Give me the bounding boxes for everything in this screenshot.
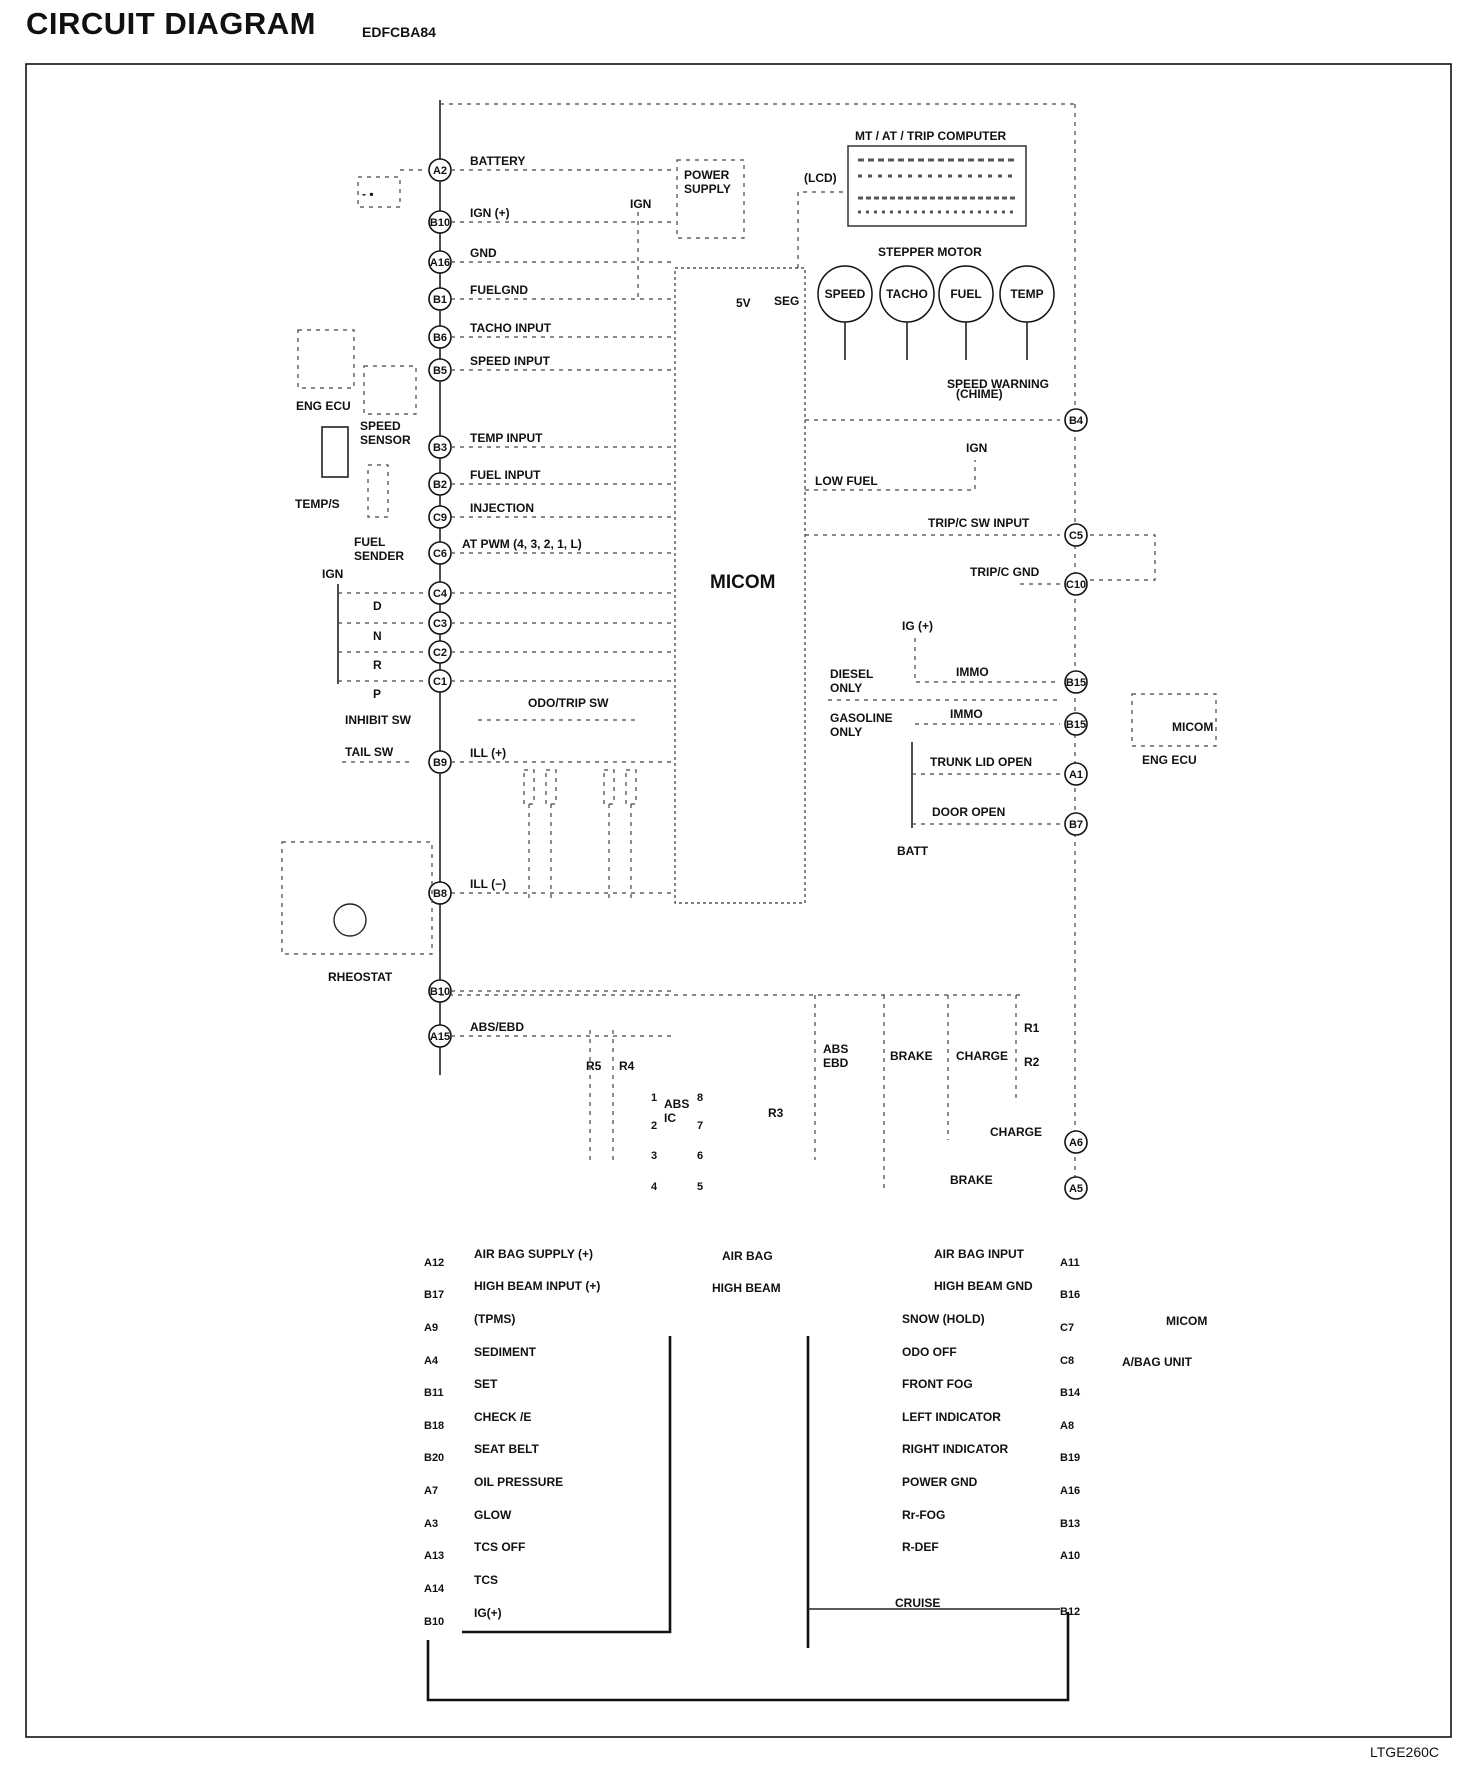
lcd-line: [798, 192, 848, 268]
right-pin-label: BRAKE: [950, 1173, 993, 1187]
bottom-left-pin: A3: [424, 1518, 439, 1530]
bottom-right-pin: B12: [1060, 1606, 1081, 1618]
ign-left-label: IGN: [322, 567, 344, 581]
bottom-right-label: AIR BAG INPUT: [934, 1247, 1024, 1261]
right-pin-label: DOOR OPEN: [932, 805, 1006, 819]
right-connector-pins: [928, 377, 1087, 1199]
bottom-left-pin: B20: [424, 1452, 445, 1464]
left-pin-c2: [429, 641, 451, 663]
right-pin-label: IMMO: [956, 665, 989, 679]
gauge-label: FUEL: [950, 287, 982, 301]
tail-sw-label: TAIL SW: [345, 745, 394, 759]
airbag-center-label: AIR BAG: [722, 1249, 773, 1263]
eng-ecu-left-label: ENG ECU: [296, 399, 351, 413]
left-pin-c6: [429, 542, 451, 564]
pin-id: C4: [432, 588, 448, 600]
bottom-left-label: TCS OFF: [474, 1540, 526, 1554]
power-supply-label-1: POWER: [684, 168, 730, 182]
bottom-left-pin: B11: [424, 1387, 444, 1399]
odo-trip-sw-label: ODO/TRIP SW: [528, 696, 609, 710]
right-pin-label: CHARGE: [990, 1125, 1043, 1139]
bottom-left-pin: A12: [424, 1257, 445, 1269]
eng-ecu-right-label: ENG ECU: [1142, 753, 1197, 767]
left-pin-label: AT PWM (4, 3, 2, 1, L): [462, 537, 582, 551]
bottom-left-label: CHECK /E: [474, 1410, 532, 1424]
left-pin-c9: [429, 506, 451, 528]
temp-sensor-label: TEMP/S: [295, 497, 340, 511]
fuel-sender-symbol: [368, 465, 388, 517]
left-pin-a2: [429, 159, 451, 181]
abs-ebd-warn-1: ABS: [823, 1042, 849, 1056]
left-pin-b9: [429, 751, 451, 773]
left-pin-c3: [429, 612, 451, 634]
bottom-left-pin: B10: [424, 1616, 445, 1628]
bottom-right-pin: A10: [1060, 1550, 1081, 1562]
pin-id: B1: [432, 294, 448, 306]
left-pin-label: TACHO INPUT: [470, 321, 552, 335]
left-pin-label: ILL (+): [470, 746, 507, 760]
speed-warning-chime-label: (CHIME): [956, 387, 1003, 401]
left-pin-a15: [429, 1025, 451, 1047]
pin-id: A6: [1068, 1137, 1084, 1149]
fuel-sender-label-1: FUEL: [354, 535, 386, 549]
gauge-label: TACHO: [886, 287, 928, 301]
lcd-label: (LCD): [804, 171, 837, 185]
pin-id: A1: [1068, 769, 1084, 781]
pin-id: B6: [432, 332, 448, 344]
bottom-right-label: Rr-FOG: [902, 1508, 946, 1522]
left-pin-c1: [429, 670, 451, 692]
right-pin-a1: [1065, 763, 1087, 785]
low-fuel-label: LOW FUEL: [815, 474, 878, 488]
ic-pin-label: 3: [651, 1150, 658, 1162]
r4-label: R4: [619, 1059, 635, 1073]
diagram-frame: [26, 64, 1451, 1737]
right-pin-label: IMMO: [950, 707, 983, 721]
pin-id: B9: [432, 757, 448, 769]
bottom-right-pin: A8: [1060, 1420, 1075, 1432]
micom-label: MICOM: [710, 572, 776, 593]
inhibit-gear-switches: [338, 593, 429, 701]
bottom-right-rows: [895, 1247, 1081, 1618]
stepper-motor-label: STEPPER MOTOR: [878, 245, 982, 259]
charge-warn-label: CHARGE: [956, 1049, 1009, 1063]
gasoline-only-1: GASOLINE: [830, 711, 893, 725]
right-pin-label: TRUNK LID OPEN: [930, 755, 1032, 769]
micom-right-label: MICOM: [1172, 720, 1214, 734]
left-pin-b10: [429, 211, 451, 233]
bottom-right-label: R-DEF: [902, 1540, 939, 1554]
trip-switch: [1090, 535, 1155, 580]
left-pin-label: GND: [470, 246, 497, 260]
right-pin-c5: [1065, 524, 1087, 546]
abag-unit-label: A/BAG UNIT: [1122, 1355, 1192, 1369]
bottom-left-label: SEAT BELT: [474, 1442, 539, 1456]
rheostat-box: [282, 842, 432, 954]
left-pin-label: BATTERY: [470, 154, 526, 168]
pin-id: B3: [432, 442, 448, 454]
inhibit-sw-label: INHIBIT SW: [345, 713, 411, 727]
left-pin-b6: [429, 326, 451, 348]
left-pin-label: FUEL INPUT: [470, 468, 541, 482]
gauge-label: SPEED: [824, 287, 866, 301]
trip-computer-display: [848, 146, 1026, 226]
bottom-left-pin: A7: [424, 1485, 439, 1497]
left-pin-label: SPEED INPUT: [470, 354, 551, 368]
right-pin-label: TRIP/C GND: [970, 565, 1040, 579]
bottom-right-label: CRUISE: [895, 1596, 941, 1610]
bottom-right-label: LEFT INDICATOR: [902, 1410, 1001, 1424]
ic-pin-label: 7: [697, 1120, 704, 1132]
bottom-right-pin: C7: [1060, 1322, 1075, 1334]
pin-id: C1: [432, 676, 448, 688]
page-title: CIRCUIT DIAGRAM: [26, 6, 316, 41]
bottom-left-label: SEDIMENT: [474, 1345, 537, 1359]
bottom-left-rows: [424, 1247, 600, 1628]
bottom-left-pin: B18: [424, 1420, 445, 1432]
abs-ebd-warn-2: EBD: [823, 1056, 849, 1070]
bottom-right-pin: B14: [1060, 1387, 1081, 1399]
power-supply-label-2: SUPPLY: [684, 182, 731, 196]
ic-pin-label: 8: [697, 1092, 704, 1104]
bottom-right-label: RIGHT INDICATOR: [902, 1442, 1009, 1456]
bottom-left-pin: A13: [424, 1550, 445, 1562]
seg-label: SEG: [774, 294, 800, 308]
pin-id: B5: [432, 365, 448, 377]
speed-sensor-box: [364, 366, 416, 414]
pin-id: C9: [432, 512, 448, 524]
left-pin-c4: [429, 582, 451, 604]
bottom-left-pin: A14: [424, 1583, 445, 1595]
ic-pin-label: 5: [697, 1181, 704, 1193]
bottom-right-label: FRONT FOG: [902, 1377, 973, 1391]
pin-id: B15: [1065, 719, 1087, 731]
ill-lamp-group: [524, 770, 636, 900]
bottom-left-pin: A4: [424, 1355, 439, 1367]
right-pin-label: SPEED WARNING: [947, 377, 1050, 391]
left-pin-b1: [429, 288, 451, 310]
pin-id: A16: [429, 257, 451, 269]
diesel-only-1: DIESEL: [830, 667, 874, 681]
pin-id: B10: [429, 217, 451, 229]
left-pin-b2: [429, 473, 451, 495]
r1-label: R1: [1024, 1021, 1040, 1035]
figure-code: LTGE260C: [1370, 1744, 1439, 1760]
pin-id: B10: [429, 986, 451, 998]
bottom-left-label: OIL PRESSURE: [474, 1475, 564, 1489]
pin-id: B15: [1065, 677, 1087, 689]
bottom-right-pin: A11: [1060, 1257, 1080, 1269]
pin-id: A5: [1068, 1183, 1084, 1195]
ic-pin-label: 2: [651, 1120, 658, 1132]
temp-sensor-symbol: [322, 427, 348, 477]
fuel-sender-label-2: SENDER: [354, 549, 405, 563]
batt-label: BATT: [897, 844, 929, 858]
ic-pin-label: 4: [651, 1181, 658, 1193]
right-pin-a6: [1065, 1131, 1087, 1153]
pin-id: C10: [1065, 579, 1087, 591]
bottom-right-pin: C8: [1060, 1355, 1075, 1367]
pin-id: C2: [432, 647, 448, 659]
right-pin-b4: [1065, 409, 1087, 431]
right-pin-b7: [1065, 813, 1087, 835]
r2-label: R2: [1024, 1055, 1040, 1069]
gear-p-label: P: [373, 687, 382, 701]
ic-pin-label: 1: [651, 1092, 658, 1104]
bottom-loop: [428, 1612, 1068, 1700]
bottom-left-label: GLOW: [474, 1508, 512, 1522]
r3-label: R3: [768, 1106, 784, 1120]
right-pin-c10: [1065, 573, 1087, 595]
pin-id: A2: [432, 165, 448, 177]
bottom-left-label: SET: [474, 1377, 498, 1391]
left-pin-b5: [429, 359, 451, 381]
gasoline-only-2: ONLY: [830, 725, 863, 739]
left-pin-b3: [429, 436, 451, 458]
speed-sensor-label-1: SPEED: [360, 419, 401, 433]
bottom-right-label: ODO OFF: [902, 1345, 957, 1359]
r5-label: R5: [586, 1059, 602, 1073]
pin-id: C3: [432, 618, 448, 630]
bottom-right-pin: B19: [1060, 1452, 1081, 1464]
gear-n-label: N: [373, 629, 382, 643]
abs-ic-label-1: ABS: [664, 1097, 690, 1111]
eng-ecu-left-box: [298, 330, 354, 388]
display-segments: [858, 160, 1016, 212]
bottom-right-label: POWER GND: [902, 1475, 978, 1489]
bottom-left-label: IG(+): [474, 1606, 502, 1620]
bottom-left-pin: A9: [424, 1322, 439, 1334]
battery-symbol-text: - ▪: [362, 187, 374, 201]
trip-computer-title: MT / AT / TRIP COMPUTER: [855, 129, 1007, 143]
ign-top-label: IGN: [630, 197, 652, 211]
pin-id: A15: [429, 1031, 451, 1043]
left-pin-label: ABS/EBD: [470, 1020, 525, 1034]
rheostat-label: RHEOSTAT: [328, 970, 393, 984]
right-pin-label: TRIP/C SW INPUT: [928, 516, 1030, 530]
speed-sensor-label-2: SENSOR: [360, 433, 411, 447]
bottom-right-label: HIGH BEAM GND: [934, 1279, 1033, 1293]
left-pin-label: IGN (+): [470, 206, 510, 220]
gauge-label: TEMP: [1010, 287, 1044, 301]
bottom-right-pin: B13: [1060, 1518, 1081, 1530]
right-pin-b15: [1065, 713, 1087, 735]
bottom-right-label: SNOW (HOLD): [902, 1312, 985, 1326]
diesel-only-2: ONLY: [830, 681, 863, 695]
micom-bottom-label: MICOM: [1166, 1314, 1208, 1328]
left-pin-label: FUELGND: [470, 283, 528, 297]
gauge-group: [818, 266, 1054, 360]
left-pin-a16: [429, 251, 451, 273]
bottom-left-label: TCS: [474, 1573, 498, 1587]
rheostat-transistor-icon: [334, 904, 366, 936]
bottom-left-label: (TPMS): [474, 1312, 516, 1326]
left-pin-label: TEMP INPUT: [470, 431, 543, 445]
pin-id: C6: [432, 548, 448, 560]
five-v-label: 5V: [736, 296, 751, 310]
ic-pin-label: 6: [697, 1150, 704, 1162]
abs-ic-label-2: IC: [664, 1111, 676, 1125]
pin-id: B7: [1068, 819, 1084, 831]
diagram-code: EDFCBA84: [362, 24, 436, 40]
bottom-right-pin: A16: [1060, 1485, 1081, 1497]
left-pin-label: ILL (−): [470, 877, 507, 891]
pin-id: B2: [432, 479, 448, 491]
left-pin-label: INJECTION: [470, 501, 535, 515]
bottom-left-label: HIGH BEAM INPUT (+): [474, 1279, 601, 1293]
ig-plus-label: IG (+): [902, 619, 934, 633]
ign-right-label: IGN: [966, 441, 988, 455]
gear-r-label: R: [373, 658, 382, 672]
left-pin-b10: [429, 980, 451, 1002]
pin-id: C5: [1068, 530, 1084, 542]
bottom-left-label: AIR BAG SUPPLY (+): [474, 1247, 594, 1261]
highbeam-center-label: HIGH BEAM: [712, 1281, 781, 1295]
right-pin-a5: [1065, 1177, 1087, 1199]
pin-id: B8: [432, 888, 448, 900]
bottom-right-pin: B16: [1060, 1289, 1081, 1301]
gear-d-label: D: [373, 599, 382, 613]
right-pin-b15: [1065, 671, 1087, 693]
bottom-left-pin: B17: [424, 1289, 445, 1301]
brake-warn-label: BRAKE: [890, 1049, 933, 1063]
pin-id: B4: [1068, 415, 1084, 427]
